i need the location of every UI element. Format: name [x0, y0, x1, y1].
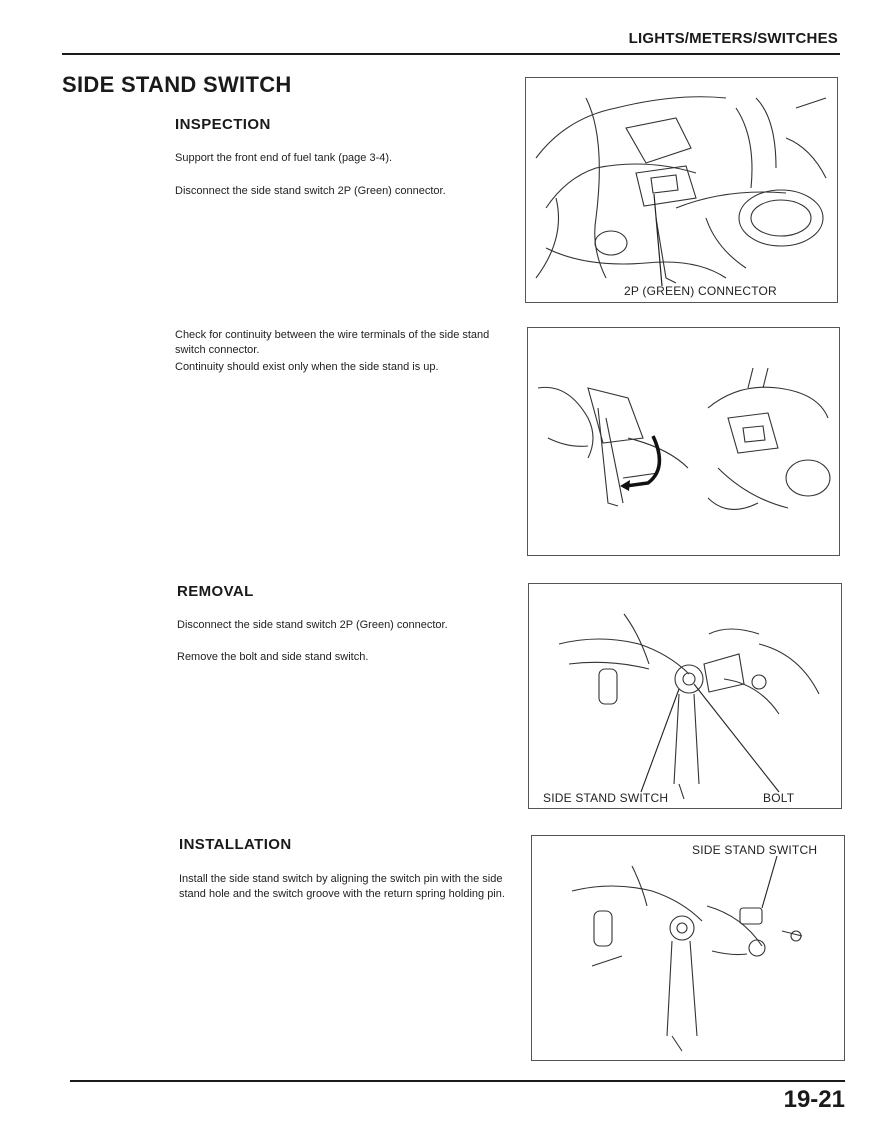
inspection-step-3: Check for continuity between the wire terminals of the side stand switch connector.	[175, 329, 490, 356]
removal-caption-bolt: BOLT	[763, 791, 795, 805]
header-rule	[62, 53, 840, 55]
footer-rule	[70, 1080, 845, 1082]
continuity-illustration	[528, 328, 839, 555]
header-section-title: LIGHTS/METERS/SWITCHES	[628, 30, 838, 47]
figure-installation	[531, 835, 845, 1061]
installation-heading: INSTALLATION	[179, 836, 292, 853]
installation-illustration	[532, 836, 844, 1060]
removal-heading: REMOVAL	[177, 583, 254, 600]
removal-illustration	[529, 584, 841, 808]
connector-caption: 2P (GREEN) CONNECTOR	[624, 284, 777, 298]
inspection-heading: INSPECTION	[175, 116, 271, 133]
inspection-step-1: Support the front end of fuel tank (page 3-4).	[175, 152, 393, 164]
installation-step-1: Install the side stand switch by aligning the switch pin with the side stand hole and the switch groove with the return spring holding pin.	[179, 873, 505, 900]
inspection-step-4: Continuity should exist only when the side stand is up.	[175, 361, 439, 373]
removal-caption-switch: SIDE STAND SWITCH	[543, 791, 669, 805]
connector-illustration	[526, 78, 837, 302]
figure-connector-location	[525, 77, 838, 303]
removal-step-1: Disconnect the side stand switch 2P (Green) connector.	[177, 619, 448, 631]
installation-caption-switch: SIDE STAND SWITCH	[692, 843, 818, 857]
inspection-step-2: Disconnect the side stand switch 2P (Green) connector.	[175, 185, 446, 197]
page-number: 19-21	[783, 1086, 845, 1113]
removal-step-2: Remove the bolt and side stand switch.	[177, 651, 369, 663]
figure-removal	[528, 583, 842, 809]
figure-continuity-check	[527, 327, 840, 556]
page-title: SIDE STAND SWITCH	[62, 72, 292, 97]
